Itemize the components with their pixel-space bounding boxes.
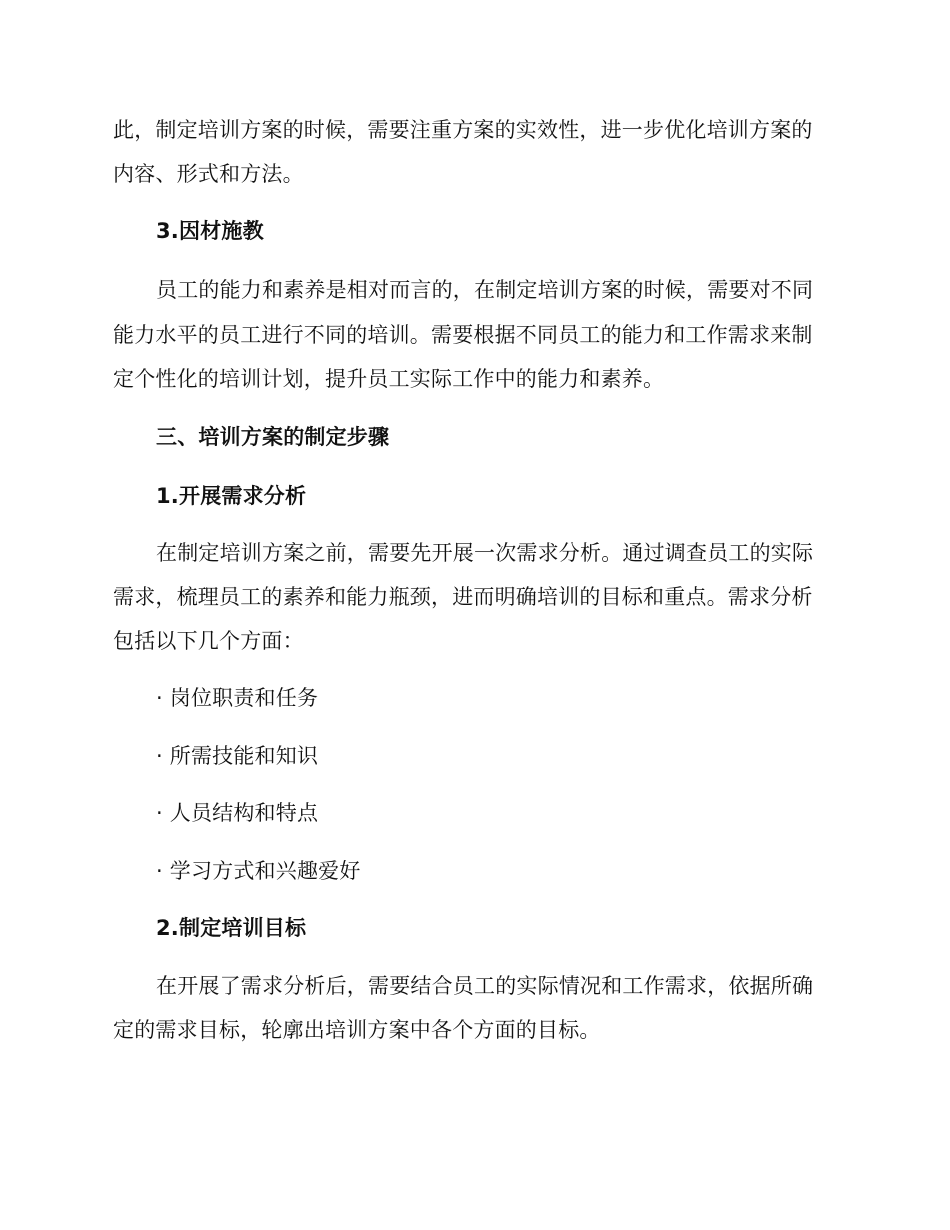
paragraph-line: 此，制定培训方案的时候，需要注重方案的实效性，进一步优化培训方案的	[113, 118, 813, 142]
section-heading: 1.开展需求分析	[156, 484, 307, 508]
paragraph-line: 在开展了需求分析后，需要结合员工的实际情况和工作需求，依据所确	[156, 974, 814, 998]
bullet-item: · 人员结构和特点	[156, 801, 319, 825]
paragraph-line: 在制定培训方案之前，需要先开展一次需求分析。通过调查员工的实际	[156, 541, 814, 565]
bullet-item: · 所需技能和知识	[156, 744, 319, 768]
section-heading: 2.制定培训目标	[156, 916, 307, 940]
bullet-item: · 学习方式和兴趣爱好	[156, 859, 361, 883]
section-heading: 3.因材施教	[156, 219, 264, 243]
paragraph-line: 能力水平的员工进行不同的培训。需要根据不同员工的能力和工作需求来制	[113, 323, 813, 347]
paragraph-line: 需求，梳理员工的素养和能力瓶颈，进而明确培训的目标和重点。需求分析	[113, 585, 813, 609]
paragraph-line: 定的需求目标，轮廓出培训方案中各个方面的目标。	[113, 1018, 601, 1042]
bullet-item: · 岗位职责和任务	[156, 686, 319, 710]
paragraph-line: 定个性化的培训计划，提升员工实际工作中的能力和素养。	[113, 367, 665, 391]
paragraph-line: 内容、形式和方法。	[113, 162, 304, 186]
paragraph-line: 包括以下几个方面：	[113, 629, 304, 653]
paragraph-line: 员工的能力和素养是相对而言的，在制定培训方案的时候，需要对不同	[156, 278, 814, 302]
chapter-heading: 三、培训方案的制定步骤	[156, 425, 390, 449]
